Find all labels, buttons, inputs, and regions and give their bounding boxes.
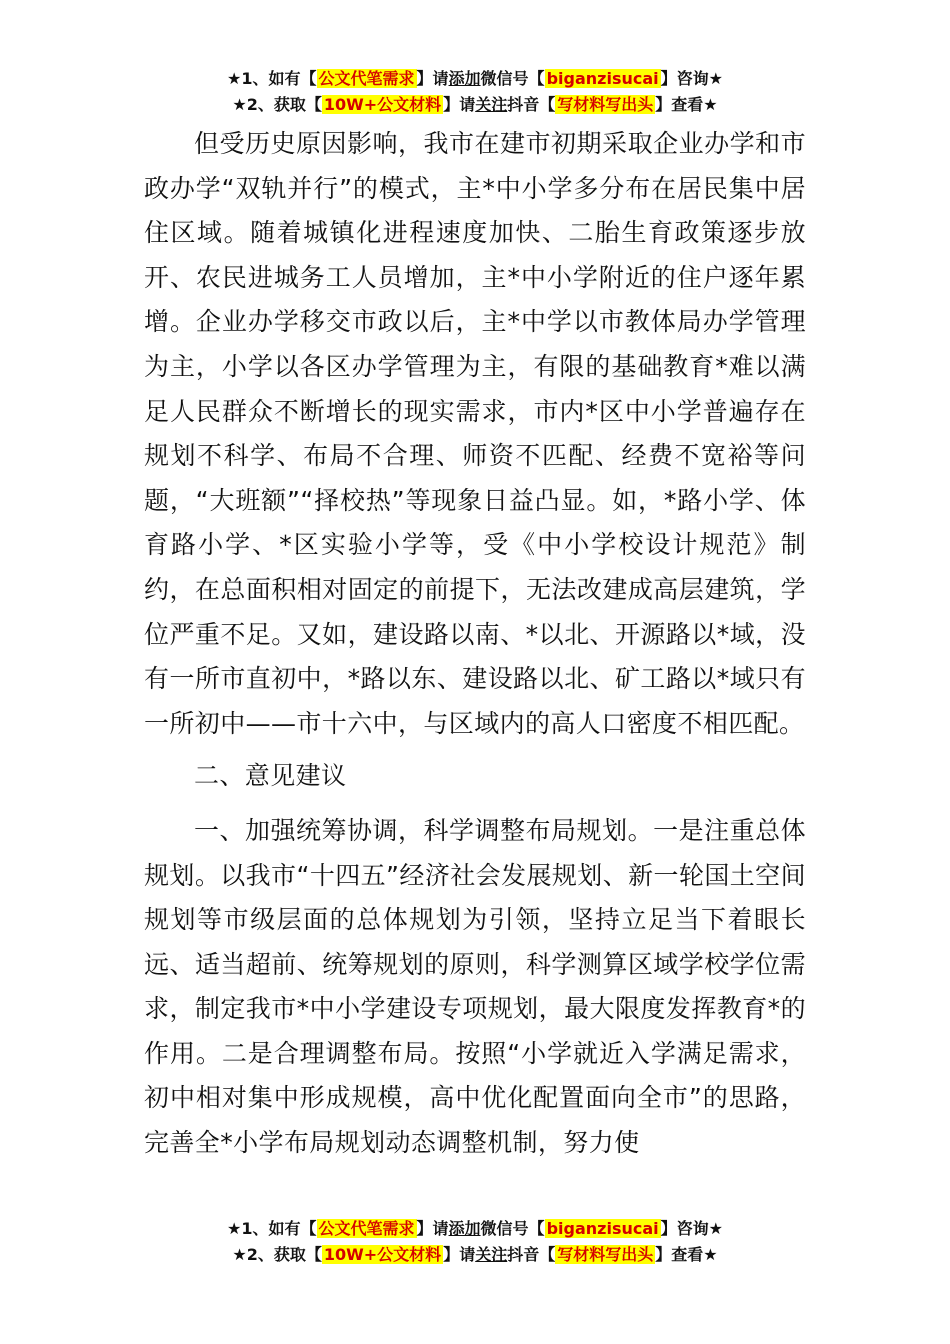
banner-text: ★1、如有【 bbox=[227, 1219, 317, 1238]
banner-text: 】咨询★ bbox=[660, 1219, 723, 1238]
banner-line-2 bbox=[0, 92, 950, 118]
banner-line-1 bbox=[0, 66, 950, 92]
banner-underlined-text: 添加 bbox=[448, 69, 481, 88]
highlight-wechat-id: biganzisucai bbox=[546, 1219, 659, 1238]
banner-text: 】请 bbox=[443, 95, 476, 114]
banner-text: 】查看★ bbox=[655, 95, 718, 114]
banner-line-2 bbox=[0, 1242, 950, 1268]
banner-text: 微信号【 bbox=[480, 69, 545, 88]
highlight-service: 公文代笔需求 bbox=[318, 69, 415, 88]
banner-underlined-text: 关注 bbox=[475, 95, 508, 114]
banner-text: 抖音【 bbox=[507, 1245, 556, 1264]
paragraph-suggestion-1: 一、加强统筹协调，科学调整布局规划。一是注重总体规划。以我市“十四五”经济社会发展规划、新一轮国土空间规划等市级层面的总体规划为引领，坚持立足当下着眼长远、适当超前、统筹规划的原则，科学测算区域学校学位需求，制定我市*中小学建设专项规划，最大限度发挥教育*的作用。二是合理调整布局。按照“小学就近入学满足需求，初中相对集中形成规模，高中优化配置面向全市”的思路，完善全*小学布局规划动态调整机制，努力使 bbox=[144, 815, 806, 1158]
banner-text: ★1、如有【 bbox=[227, 69, 317, 88]
document-body bbox=[144, 122, 806, 1166]
banner-text: 】请 bbox=[416, 69, 449, 88]
highlight-douyin-account: 写材料写出头 bbox=[557, 1245, 654, 1264]
highlight-douyin-account: 写材料写出头 bbox=[557, 95, 654, 114]
banner-underlined-text: 关注 bbox=[475, 1245, 508, 1264]
banner-text: 】查看★ bbox=[655, 1245, 718, 1264]
footer-banner bbox=[0, 1216, 950, 1268]
banner-text: 微信号【 bbox=[480, 1219, 545, 1238]
highlight-wechat-id: biganzisucai bbox=[546, 69, 659, 88]
section-heading: 二、意见建议 bbox=[194, 761, 347, 791]
banner-text: 】请 bbox=[416, 1219, 449, 1238]
banner-underlined-text: 添加 bbox=[448, 1219, 481, 1238]
banner-text: 】请 bbox=[443, 1245, 476, 1264]
banner-line-1 bbox=[0, 1216, 950, 1242]
highlight-service: 公文代笔需求 bbox=[318, 1219, 415, 1238]
header-banner bbox=[0, 66, 950, 118]
banner-text: 】咨询★ bbox=[660, 69, 723, 88]
highlight-materials: 10W+公文材料 bbox=[323, 95, 442, 114]
banner-text: 抖音【 bbox=[507, 95, 556, 114]
paragraph-background: 但受历史原因影响，我市在建市初期采取企业办学和市政办学“双轨并行”的模式，主*中小学多分布在居民集中居住区域。随着城镇化进程速度加快、二胎生育政策逐步放开、农民进城务工人员增加，主*中小学附近的住户逐年累增。企业办学移交市政以后，主*中学以市教体局办学管理为主，小学以各区办学管理为主，有限的基础教育*难以满足人民群众不断增长的现实需求，市内*区中小学普遍存在规划不科学、布局不合理、师资不匹配、经费不宽裕等问题，“大班额”“择校热”等现象日益凸显。如，*路小学、体育路小学、*区实验小学等，受《中小学校设计规范》制约，在总面积相对固定的前提下，无法改建成高层建筑，学位严重不足。又如，建设路以南、*以北、开源路以*域，没有一所市直初中，*路以东、建设路以北、矿工路以*域只有一所初中——市十六中，与区域内的高人口密度不相匹配。 bbox=[144, 129, 806, 738]
banner-text: ★2、获取【 bbox=[232, 95, 322, 114]
highlight-materials: 10W+公文材料 bbox=[323, 1245, 442, 1264]
banner-text: ★2、获取【 bbox=[232, 1245, 322, 1264]
